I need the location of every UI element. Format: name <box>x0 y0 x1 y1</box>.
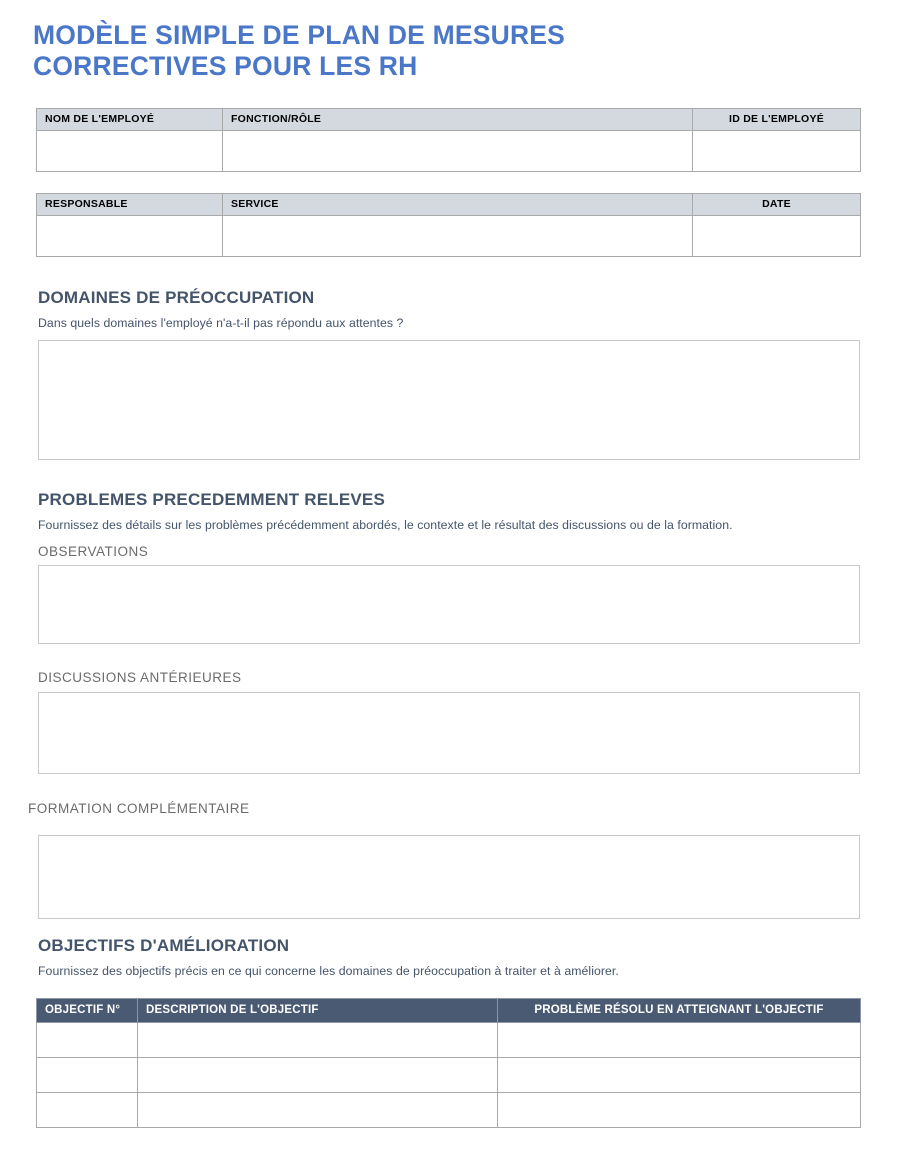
input-problem-solved-3[interactable] <box>498 1093 861 1128</box>
page-title-line-2: CORRECTIVES POUR LES RH <box>33 51 418 81</box>
employee-info-table <box>36 108 861 172</box>
column-header-department: SERVICE <box>223 194 693 216</box>
table-row <box>37 1058 861 1093</box>
input-goal-number-2[interactable] <box>37 1058 138 1093</box>
table-row <box>37 216 861 257</box>
textarea-additional-training[interactable] <box>38 835 860 919</box>
manager-info-table <box>36 193 861 257</box>
input-employee-name[interactable] <box>37 131 223 172</box>
column-header-goal-number: OBJECTIF N° <box>37 999 138 1023</box>
textarea-previous-discussions[interactable] <box>38 692 860 774</box>
column-header-goal-description: DESCRIPTION DE L'OBJECTIF <box>138 999 498 1023</box>
input-employee-id[interactable] <box>693 131 861 172</box>
field-label-additional-training: FORMATION COMPLÉMENTAIRE <box>28 801 250 816</box>
input-goal-description-2[interactable] <box>138 1058 498 1093</box>
column-header-manager: RESPONSABLE <box>37 194 223 216</box>
column-header-function-role: FONCTION/RÔLE <box>223 109 693 131</box>
input-manager[interactable] <box>37 216 223 257</box>
table-row <box>37 1023 861 1058</box>
input-date[interactable] <box>693 216 861 257</box>
page-title <box>33 20 793 82</box>
textarea-observations[interactable] <box>38 565 860 644</box>
table-header-row <box>37 109 861 131</box>
section-subtitle-previous-issues: Fournissez des détails sur les problèmes précédemment abordés, le contexte et le résultat des discussions ou de la formation. <box>38 518 733 532</box>
table-header-row <box>37 999 861 1023</box>
page-title-line-1: MODÈLE SIMPLE DE PLAN DE MESURES <box>33 20 566 50</box>
input-goal-description-3[interactable] <box>138 1093 498 1128</box>
table-row <box>37 1093 861 1128</box>
field-label-observations: OBSERVATIONS <box>38 544 149 559</box>
input-goal-description-1[interactable] <box>138 1023 498 1058</box>
section-heading-areas-of-concern: DOMAINES DE PRÉOCCUPATION <box>38 288 315 307</box>
section-heading-improvement-goals: OBJECTIFS D'AMÉLIORATION <box>38 936 290 955</box>
input-problem-solved-2[interactable] <box>498 1058 861 1093</box>
section-heading-previous-issues: PROBLEMES PRECEDEMMENT RELEVES <box>38 490 385 509</box>
input-problem-solved-1[interactable] <box>498 1023 861 1058</box>
input-goal-number-3[interactable] <box>37 1093 138 1128</box>
field-label-previous-discussions: DISCUSSIONS ANTÉRIEURES <box>38 670 242 685</box>
column-header-date: DATE <box>693 194 861 216</box>
column-header-employee-name: NOM DE L'EMPLOYÉ <box>37 109 223 131</box>
section-subtitle-areas-of-concern: Dans quels domaines l'employé n'a-t-il pas répondu aux attentes ? <box>38 316 404 330</box>
input-department[interactable] <box>223 216 693 257</box>
column-header-employee-id: ID DE L'EMPLOYÉ <box>693 109 861 131</box>
column-header-problem-solved: PROBLÈME RÉSOLU EN ATTEIGNANT L'OBJECTIF <box>498 999 861 1023</box>
section-subtitle-improvement-goals: Fournissez des objectifs précis en ce qui concerne les domaines de préoccupation à traiter et à améliorer. <box>38 964 619 978</box>
input-function-role[interactable] <box>223 131 693 172</box>
textarea-areas-of-concern[interactable] <box>38 340 860 460</box>
table-header-row <box>37 194 861 216</box>
improvement-goals-table <box>36 998 861 1128</box>
table-row <box>37 131 861 172</box>
input-goal-number-1[interactable] <box>37 1023 138 1058</box>
